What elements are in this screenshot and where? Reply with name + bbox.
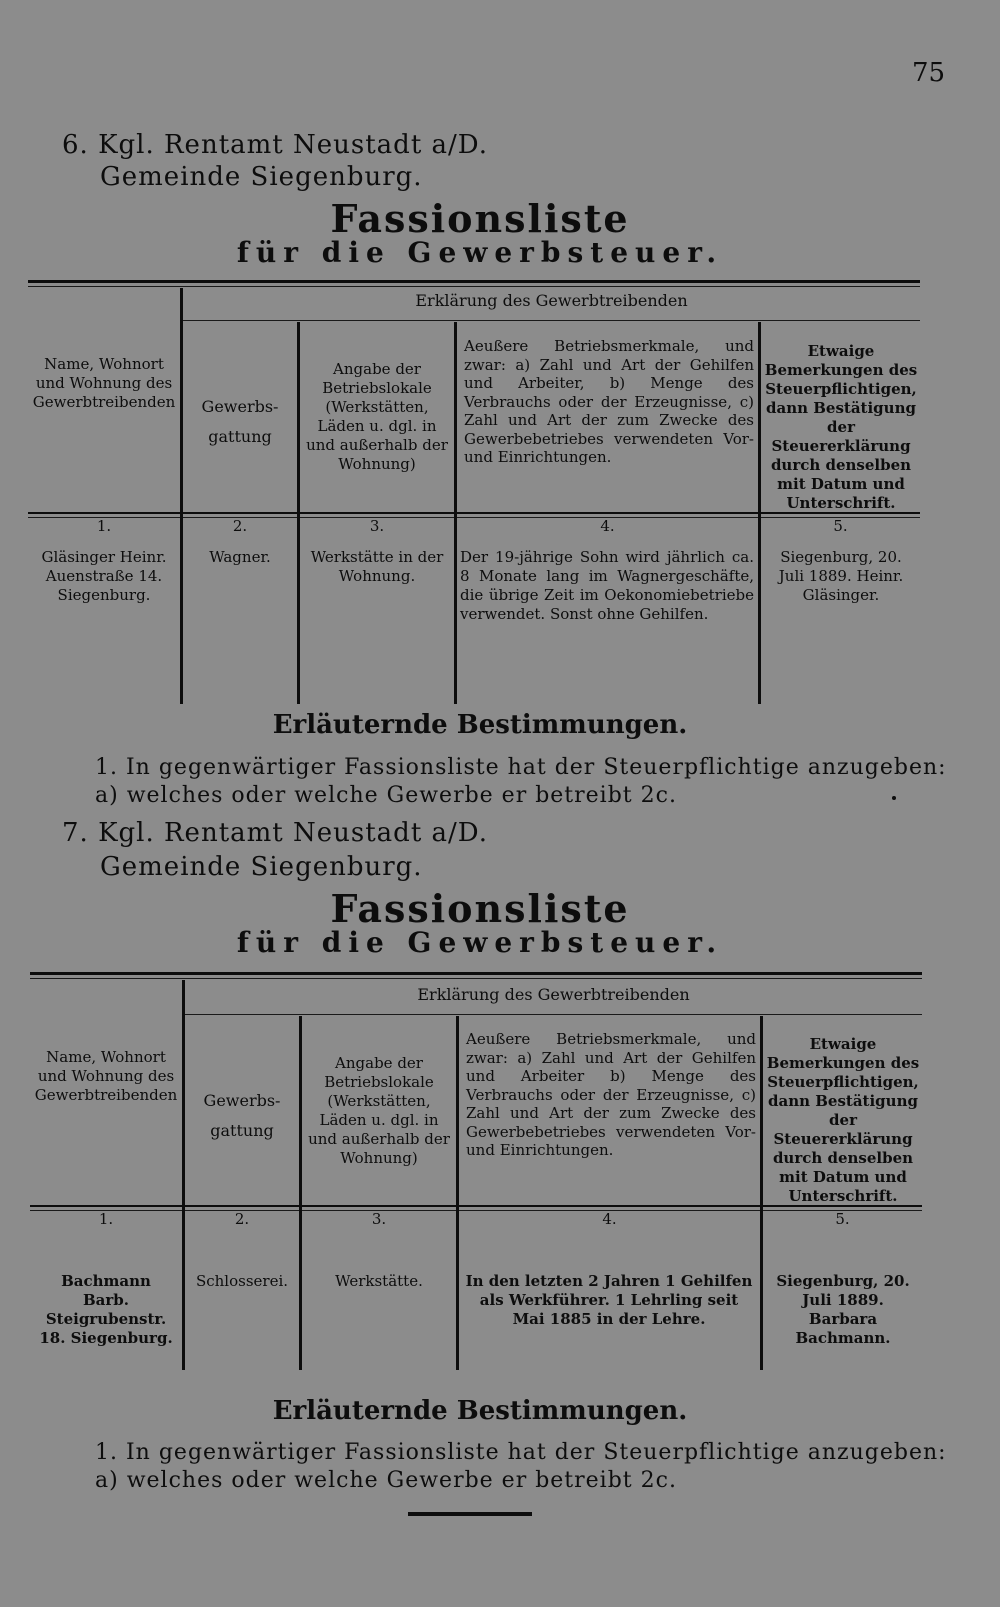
row-merkmale: Der 19-jährige Sohn wird jährlich ca. 8 Monate lang im Wagnergeschäfte, die übrige Zeit im Oekonomiebetriebe verwendet. Sonst ohne Gehilfen. (460, 548, 754, 623)
section-header-line1: 7. Kgl. Rentamt Neustadt a/D. (62, 818, 488, 848)
row-lokal: Werkstätte in der Wohnung. (310, 548, 444, 585)
row-name: Gläsinger Heinr. Auenstraße 14. Siegenburg. (41, 548, 167, 604)
col4-header: Aeußere Betriebsmerkmale, und zwar: a) Zahl und Art der Gehilfen und Arbeiter, b) Menge des Verbrauchs oder der Erzeugnisse, c) Zahl und Art der zum Zwecke des Gewerbebetriebes verwendeten Vor- und Einrichtungen. (464, 337, 754, 466)
section-header-line1: 6. Kgl. Rentamt Neustadt a/D. (62, 130, 488, 160)
row-name: Bachmann Barb. Steigrubenstr. 18. Siegenburg. (39, 1272, 173, 1347)
col1-header: Name, Wohnort und Wohnung des Gewerbtreibenden (34, 1048, 178, 1104)
col-number-4: 4. (602, 1210, 617, 1228)
col-number-3: 3. (371, 1210, 387, 1228)
col-number-3: 3. (369, 517, 385, 535)
col5-header: Etwaige Bemerkungen des Steuerpflichtigen, dann Bestätigung der Steuererklärung durch denselben mit Datum und Unterschrift. (764, 342, 918, 512)
col-number-4: 4. (600, 517, 615, 535)
form-subtitle: für die Gewerbsteuer. (236, 926, 724, 959)
form-subtitle: für die Gewerbsteuer. (236, 236, 724, 269)
row-gattung: Wagner. (209, 548, 271, 566)
group-header: Erklärung des Gewerbtreibenden (415, 291, 688, 310)
row-bemerkung: Siegenburg, 20. Juli 1889. Heinr. Gläsinger. (778, 548, 904, 604)
section-header-line2: Gemeinde Siegenburg. (100, 162, 423, 192)
rule-2: a) welches oder welche Gewerbe er betreibt 2c. (95, 1468, 677, 1493)
group-header: Erklärung des Gewerbtreibenden (417, 985, 690, 1004)
col-number-2: 2. (232, 517, 248, 535)
section-header-line2: Gemeinde Siegenburg. (100, 852, 423, 882)
col-number-5: 5. (835, 1210, 850, 1228)
col3-header: Angabe der Betriebslokale (Werkstätten, Läden u. dgl. in und außerhalb der Wohnung) (306, 360, 448, 473)
bestimmungen-title: Erläuternde Bestimmungen. (272, 1396, 688, 1426)
row-merkmale: In den letzten 2 Jahren 1 Gehilfen als Werkführer. 1 Lehrling seit Mai 1885 in der Lehre. (465, 1272, 753, 1328)
row-lokal: Werkstätte. (335, 1272, 423, 1290)
row-gattung: Schlosserei. (195, 1272, 289, 1290)
col-number-1: 1. (96, 517, 112, 535)
col-number-1: 1. (98, 1210, 114, 1228)
col-number-2: 2. (234, 1210, 250, 1228)
col5-header: Etwaige Bemerkungen des Steuerpflichtigen, dann Bestätigung der Steuererklärung durch denselben mit Datum und Unterschrift. (766, 1035, 920, 1205)
rule-1: 1. In gegenwärtiger Fassionsliste hat der Steuerpflichtige anzugeben: (95, 755, 947, 780)
row-bemerkung: Siegenburg, 20. Juli 1889. Barbara Bachmann. (776, 1272, 910, 1347)
col4-header: Aeußere Betriebsmerkmale, und zwar: a) Zahl und Art der Gehilfen und Arbeiter b) Menge des Verbrauchs oder der Erzeugnisse, c) Zahl und Art der zum Zwecke des Gewerbebetriebes verwendeten Vor- und Einrichtungen. (466, 1030, 756, 1159)
col2-header: Gewerbs-gattung (201, 397, 279, 446)
col2-header: Gewerbs-gattung (203, 1091, 281, 1140)
col1-header: Name, Wohnort und Wohnung des Gewerbtreibenden (32, 355, 176, 411)
bestimmungen-title: Erläuternde Bestimmungen. (272, 710, 688, 740)
col-number-5: 5. (833, 517, 848, 535)
rule-1: 1. In gegenwärtiger Fassionsliste hat der Steuerpflichtige anzugeben: (95, 1440, 947, 1465)
page-number: 75 (912, 58, 946, 88)
form-title: Fassionsliste (330, 196, 630, 241)
closing-rule (408, 1512, 532, 1516)
col3-header: Angabe der Betriebslokale (Werkstätten, Läden u. dgl. in und außerhalb der Wohnung) (308, 1054, 450, 1167)
rule-2: a) welches oder welche Gewerbe er betreibt 2c. (95, 783, 677, 808)
form-title: Fassionsliste (330, 886, 630, 931)
